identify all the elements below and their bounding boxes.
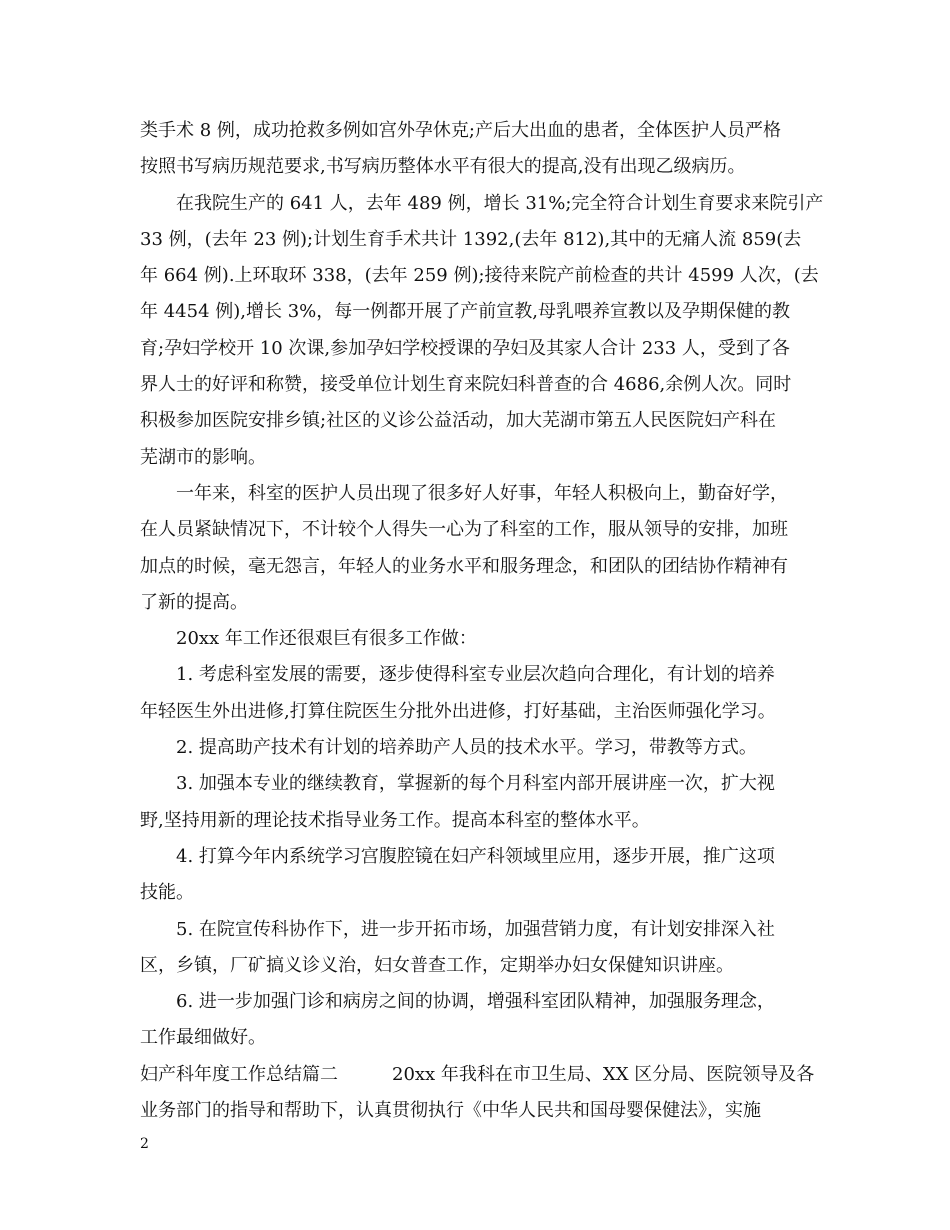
list-item-line: 3. 加强本专业的继续教育，掌握新的每个月科室内部开展讲座一次，扩大视 xyxy=(176,773,775,795)
text-line: 年 664 例).上环取环 338，(去年 259 例);接待来院产前检查的共计 4599 人次，(去 xyxy=(140,265,819,287)
list-item-line: 6. 进一步加强门诊和病房之间的协调，增强科室团队精神，加强服务理念， xyxy=(176,991,775,1013)
text-line: 区，乡镇，厂矿搞义诊义治，妇女普查工作，定期举办妇女保健知识讲座。 xyxy=(140,954,734,976)
text-line: 33 例，(去年 23 例);计划生育手术共计 1392,(去年 812),其中的无痛人流 859(去 xyxy=(140,228,802,250)
text-line: 界人士的好评和称赞，接受单位计划生育来院妇科普查的合 4686,余例人次。同时 xyxy=(140,374,792,396)
text-line: 按照书写病历规范要求,书写病历整体水平有很大的提高,没有出现乙级病历。 xyxy=(140,156,746,178)
text-line: 类手术 8 例，成功抢救多例如宫外孕休克;产后大出血的患者，全体医护人员严格 xyxy=(140,120,781,141)
text-line: 在人员紧缺情况下，不计较个人得失一心为了科室的工作，服从领导的安排，加班 xyxy=(140,519,788,541)
text-line: 年 4454 例),增长 3%，每一例都开展了产前宣教,母乳喂养宣教以及孕期保健的教 xyxy=(140,301,790,323)
paragraph-start-line: 20xx 年工作还很艰巨有很多工作做： xyxy=(176,628,477,650)
text-line: 工作最细做好。 xyxy=(140,1027,266,1049)
text-line: 加点的时候，毫无怨言，年轻人的业务水平和服务理念，和团队的团结协作精神有 xyxy=(140,555,788,577)
paragraph-start-line: 在我院生产的 641 人，去年 489 例，增长 31%;完全符合计划生育要求来院引产 xyxy=(176,192,824,214)
list-item-line: 4. 打算今年内系统学习宫腹腔镜在妇产科领域里应用，逐步开展，推广这项 xyxy=(176,845,775,867)
list-item-line: 2. 提高助产技术有计划的培养助产人员的技术水平。学习，带教等方式。 xyxy=(176,737,757,759)
paragraph-start-line: 一年来，科室的医护人员出现了很多好人好事，年轻人积极向上，勤奋好学， xyxy=(176,482,788,504)
text-line: 育;孕妇学校开 10 次课,参加孕妇学校授课的孕妇及其家人合计 233 人，受到了各 xyxy=(140,337,790,359)
section-heading-line: 妇产科年度工作总结篇二 20xx 年我科在市卫生局、XX 区分局、医院领导及各 xyxy=(140,1063,815,1085)
body-text xyxy=(140,113,824,1129)
list-item-line: 5. 在院宣传科协作下，进一步开拓市场，加强营销力度，有计划安排深入社 xyxy=(176,918,775,940)
text-line: 积极参加医院安排乡镇;社区的义诊公益活动，加大芜湖市第五人民医院妇产科在 xyxy=(140,410,777,432)
text-line: 了新的提高。 xyxy=(140,591,248,613)
list-item-line: 1. 考虑科室发展的需要，逐步使得科室专业层次趋向合理化，有计划的培养 xyxy=(176,664,775,686)
page-number: 2 xyxy=(140,1136,149,1152)
text-line: 业务部门的指导和帮助下，认真贯彻执行《中华人民共和国母婴保健法》，实施 xyxy=(140,1100,761,1122)
text-line: 芜湖市的影响。 xyxy=(140,446,266,468)
text-line: 年轻医生外出进修,打算住院医生分批外出进修，打好基础，主治医师强化学习。 xyxy=(140,700,776,722)
text-line: 野,坚持用新的理论技术指导业务工作。提高本科室的整体水平。 xyxy=(140,809,650,831)
text-line: 技能。 xyxy=(140,882,194,904)
